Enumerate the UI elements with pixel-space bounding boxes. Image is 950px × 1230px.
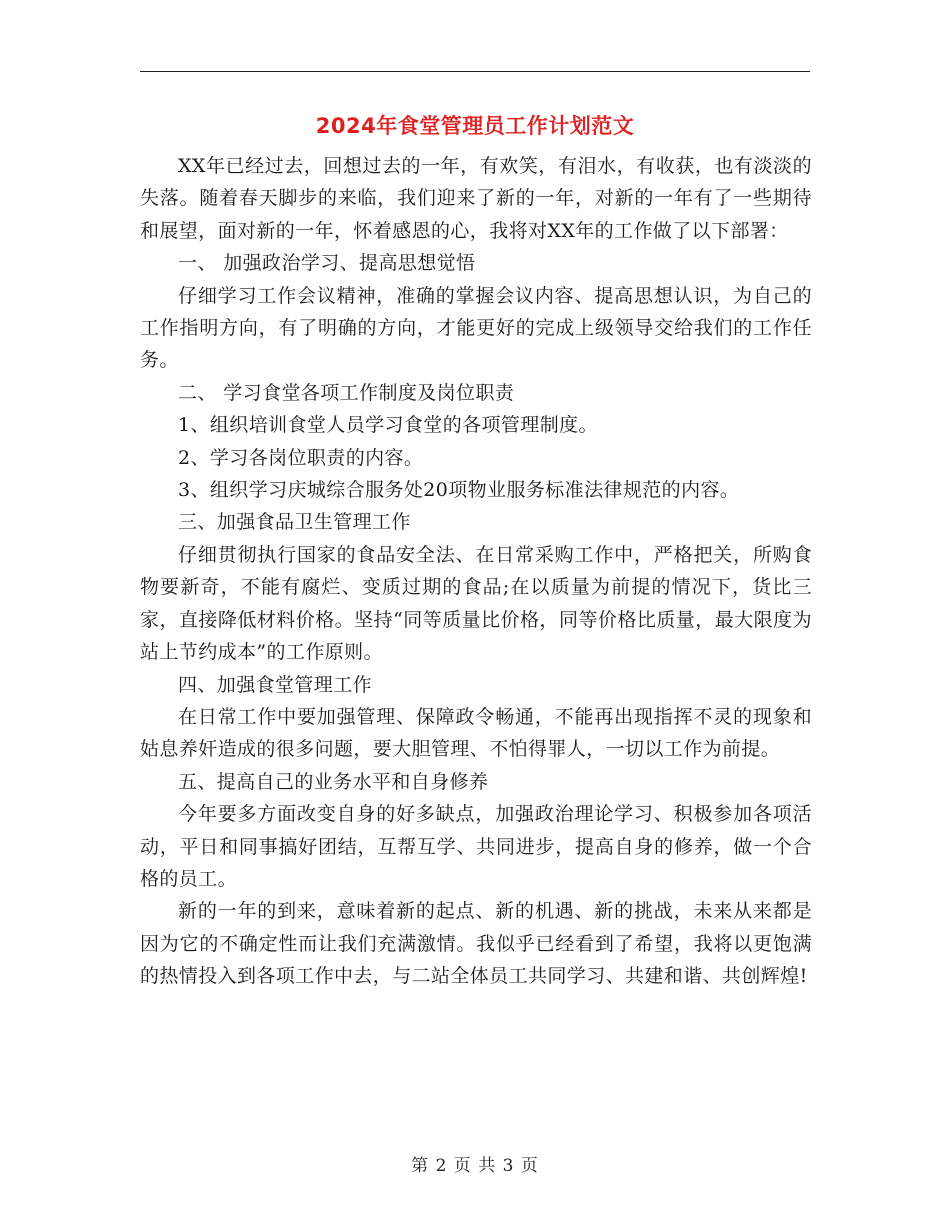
paragraph-intro: XX年已经过去，回想过去的一年，有欢笑，有泪水，有收获，也有淡淡的失落。随着春天脚步的来临，我们迎来了新的一年，对新的一年有了一些期待和展望，面对新的一年，怀着感恩的心，我将对XX年的工作做了以下部署： (140, 155, 812, 242)
paragraph-section-5: 今年要多方面改变自身的好多缺点，加强政治理论学习、积极参加各项活动，平日和同事搞好团结，互帮互学、共同进步，提高自身的修养，做一个合格的员工。 (140, 803, 812, 890)
section-heading-3: 三、加强食品卫生管理工作 (178, 511, 411, 534)
section-heading-2: 二、 学习食堂各项工作制度及岗位职责 (178, 381, 515, 404)
list-item-1: 1、组织培训食堂人员学习食堂的各项管理制度。 (178, 414, 598, 437)
document-title: 2024年食堂管理员工作计划范文 (315, 114, 635, 138)
section-heading-1: 一、 加强政治学习、提高思想觉悟 (178, 252, 476, 275)
header-rule (140, 71, 810, 72)
paragraph-section-3: 仔细贯彻执行国家的食品安全法、在日常采购工作中，严格把关，所购食物要新奇，不能有腐烂、变质过期的食品;在以质量为前提的情况下，货比三家，直接降低材料价格。坚持“同等质量比价格，同等价格比质量，最大限度为站上节约成本”的工作原则。 (140, 543, 812, 664)
page-footer: 第 2 页 共 3 页 (411, 1156, 539, 1176)
list-item-2: 2、学习各岗位职责的内容。 (178, 446, 424, 469)
paragraph-closing: 新的一年的到来，意味着新的起点、新的机遇、新的挑战，未来从来都是因为它的不确定性而让我们充满激情。我似乎已经看到了希望，我将以更饱满的热情投入到各项工作中去，与二站全体员工共同学习、共建和谐、共创辉煌! (140, 900, 812, 988)
list-item-3: 3、组织学习庆城综合服务处20项物业服务标准法律规范的内容。 (178, 479, 740, 502)
paragraph-section-4: 在日常工作中要加强管理、保障政令畅通，不能再出现指挥不灵的现象和姑息养奸造成的很多问题，要大胆管理、不怕得罪人，一切以工作为前提。 (140, 705, 812, 761)
section-heading-5: 五、提高自己的业务水平和自身修养 (178, 770, 489, 793)
paragraph-section-1: 仔细学习工作会议精神，准确的掌握会议内容、提高思想认识，为自己的工作指明方向，有了明确的方向，才能更好的完成上级领导交给我们的工作任务。 (140, 284, 812, 372)
document-body (140, 150, 812, 993)
section-heading-4: 四、加强食堂管理工作 (178, 673, 373, 696)
